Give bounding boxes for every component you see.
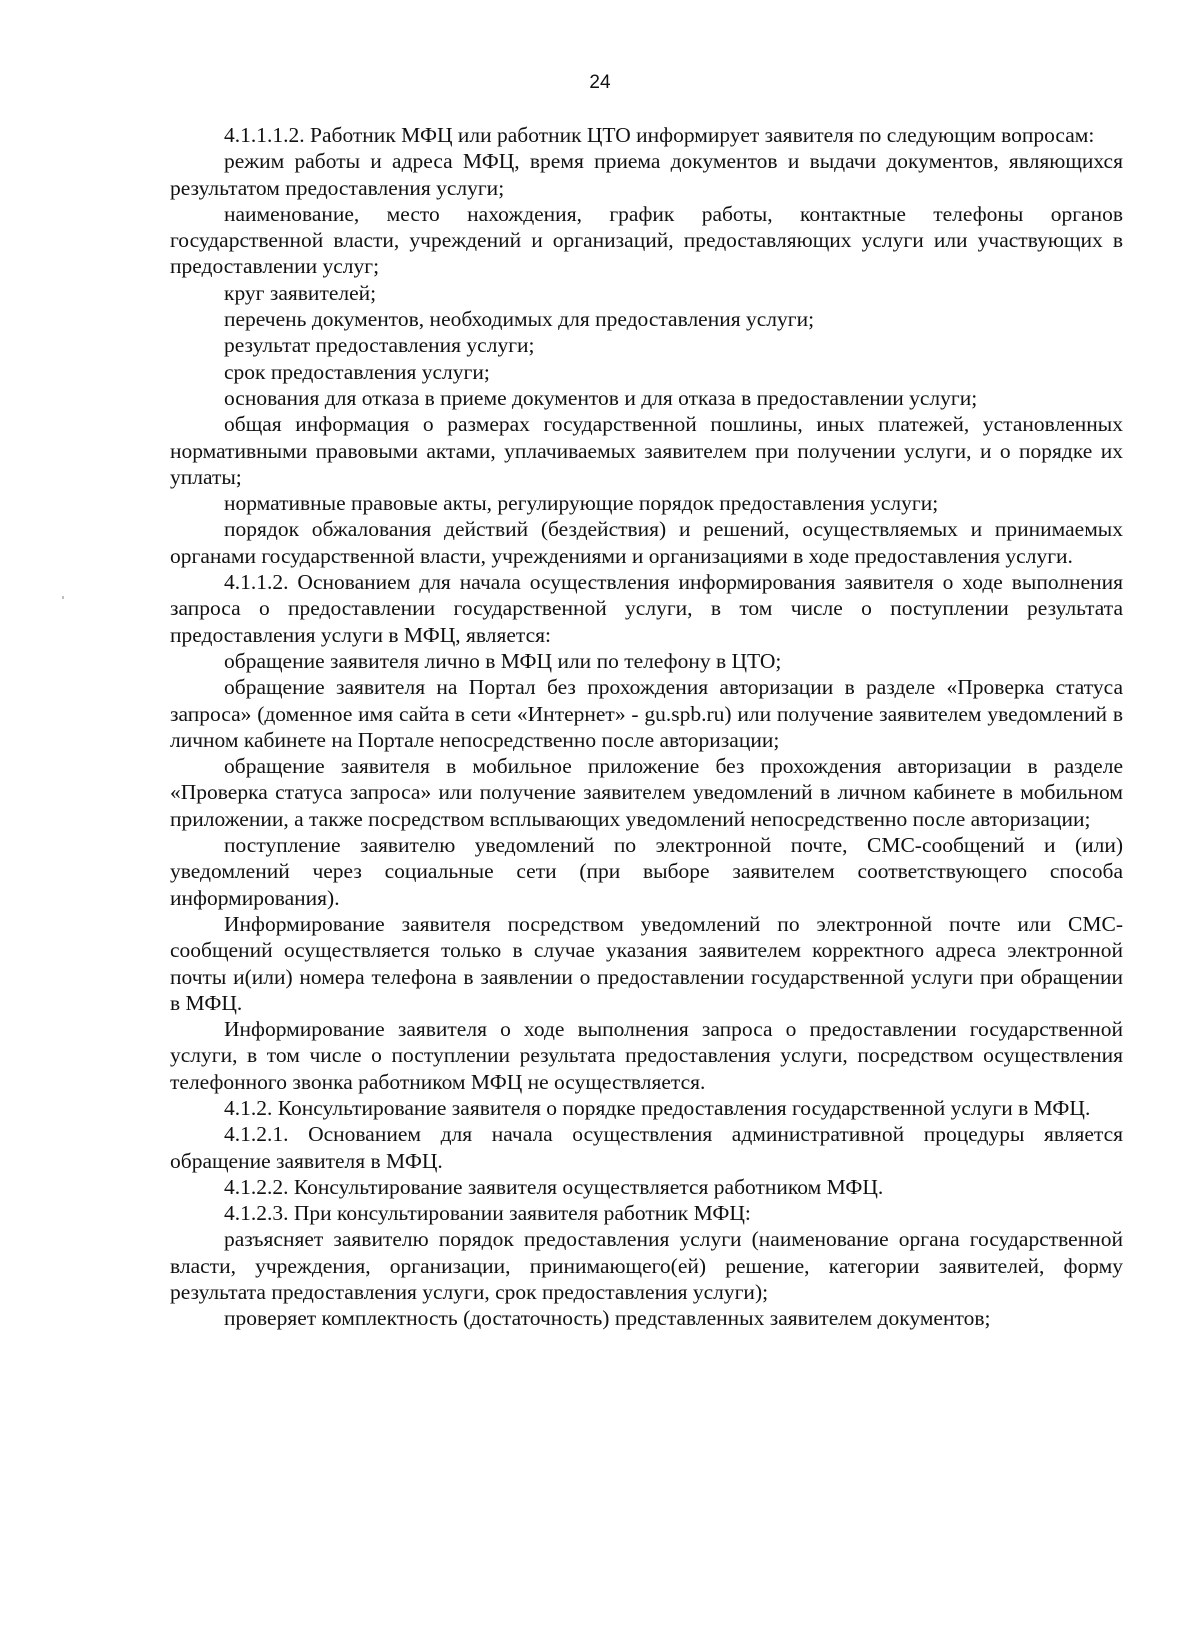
list-item: разъясняет заявителю порядок предоставления услуги (наименование органа государственной власти, учреждения, организации, принимающего(ей) решение, категории заявителей, форму результата предоставления услуги, срок предоставления услуги); <box>170 1227 1123 1305</box>
list-item: проверяет комплектность (достаточность) представленных заявителем документов; <box>224 1306 991 1331</box>
list-item: порядок обжалования действий (бездействия) и решений, осуществляемых и принимаемых органами государственной власти, учреждениями и организациями в ходе предоставления услуги. <box>170 517 1123 568</box>
paragraph: Информирование заявителя о ходе выполнения запроса о предоставлении государственной услуги, в том числе о поступлении результата предоставления услуги, посредством осуществления телефонного звонка работником МФЦ не осуществляется. <box>170 1017 1123 1094</box>
page-number: 24 <box>589 72 611 93</box>
list-item: нормативные правовые акты, регулирующие порядок предоставления услуги; <box>224 491 939 516</box>
document-body <box>170 122 1123 1332</box>
paragraph: 4.1.1.1.2. Работник МФЦ или работник ЦТО информирует заявителя по следующим вопросам: <box>224 123 1095 147</box>
list-item: результат предоставления услуги; <box>224 333 535 358</box>
list-item: перечень документов, необходимых для предоставления услуги; <box>224 307 815 332</box>
list-item: наименование, место нахождения, график работы, контактные телефоны органов государственной власти, учреждений и организаций, предоставляющих услуги или участвующих в предоставлении услуг; <box>170 201 1123 279</box>
paragraph: Информирование заявителя посредством уведомлений по электронной почте или СМС-сообщений осуществляется только в случае указания заявителем корректного адреса электронной почты и(или) номера телефона в заявлении о предоставлении государственной услуги при обращении в МФЦ. <box>170 911 1123 1015</box>
paragraph: 4.1.1.2. Основанием для начала осуществления информирования заявителя о ходе выполнения запроса о предоставлении государственной услуги, в том числе о поступлении результата предоставления услуги в МФЦ, является: <box>170 570 1123 647</box>
list-item: обращение заявителя лично в МФЦ или по телефону в ЦТО; <box>224 648 782 673</box>
list-item: обращение заявителя на Портал без прохождения авторизации в разделе «Проверка статуса запроса» (доменное имя сайта в сети «Интернет» - gu.spb.ru) или получение заявителем уведомлений в личном кабинете на Портале непосредственно после авторизации; <box>170 675 1123 752</box>
paragraph: 4.1.2.2. Консультирование заявителя осуществляется работником МФЦ. <box>224 1174 884 1199</box>
list-item: режим работы и адреса МФЦ, время приема документов и выдачи документов, являющихся результатом предоставления услуги; <box>170 149 1123 200</box>
list-item: основания для отказа в приеме документов и для отказа в предоставлении услуги; <box>224 385 978 410</box>
list-item: срок предоставления услуги; <box>224 359 490 384</box>
paragraph: 4.1.2. Консультирование заявителя о порядке предоставления государственной услуги в МФЦ. <box>224 1095 1091 1120</box>
scan-artifact <box>62 596 64 599</box>
list-item: поступление заявителю уведомлений по электронной почте, СМС-сообщений и (или) уведомлений через социальные сети (при выборе заявителем соответствующего способа информирования). <box>170 833 1123 910</box>
paragraph: 4.1.2.1. Основанием для начала осуществления административной процедуры является обращение заявителя в МФЦ. <box>170 1122 1123 1173</box>
paragraph: 4.1.2.3. При консультировании заявителя работник МФЦ: <box>224 1201 751 1226</box>
list-item: круг заявителей; <box>224 280 377 305</box>
list-item: обращение заявителя в мобильное приложение без прохождения авторизации в разделе «Проверка статуса запроса» или получение заявителем уведомлений в личном кабинете в мобильном приложении, а также посредством всплывающих уведомлений непосредственно после авторизации; <box>170 754 1123 831</box>
list-item: общая информация о размерах государственной пошлины, иных платежей, установленных нормативными правовыми актами, уплачиваемых заявителем при получении услуги, и о порядке их уплаты; <box>170 412 1123 489</box>
